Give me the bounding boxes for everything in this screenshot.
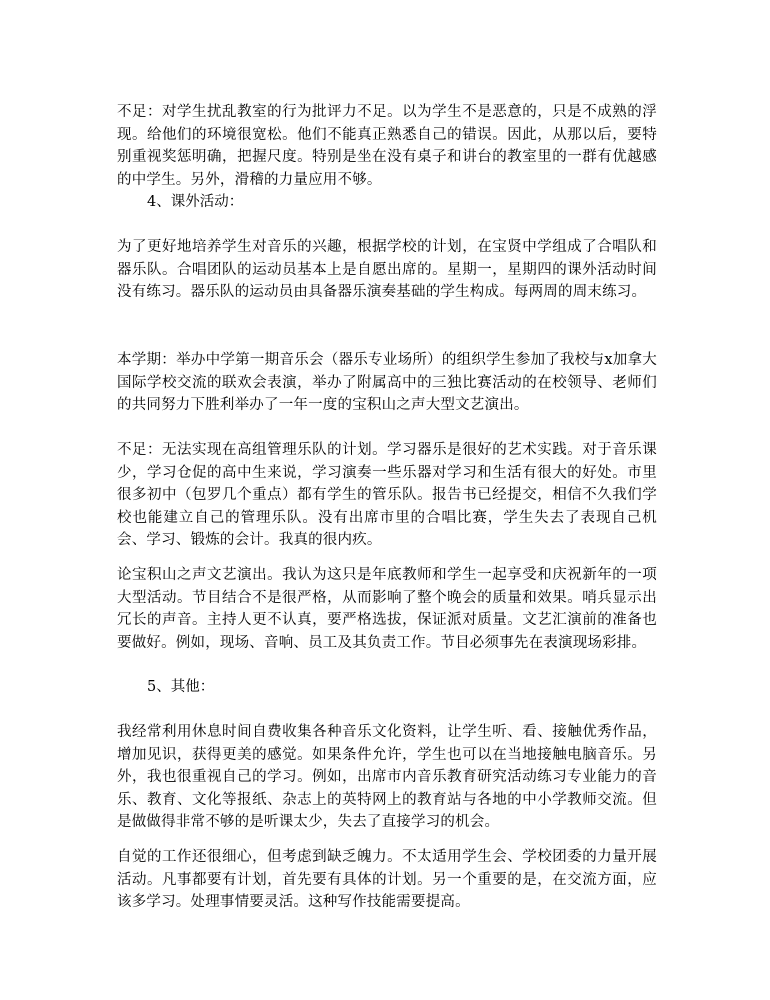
paragraph-shortcomings-classroom: 不足：对学生扰乱教室的行为批评力不足。以为学生不是恶意的，只是不成熟的浮现。给他们的环境很宽松。他们不能真正熟悉自己的错误。因此，从那以后，要特别重视奖惩明确，把握尺度。特别是坐在没有桌子和讲台的教室里的一群有优越感的中学生。另外，滑稽的力量应用不够。: [117, 104, 657, 188]
section-heading-other: 5、其他：: [147, 679, 215, 695]
paragraph-arts-performance: 论宝积山之声文艺演出。我认为这只是年底教师和学生一起享受和庆祝新年的一项大型活动。节目结合不是很严格，从而影响了整个晚会的质量和效果。哨兵显示出冗长的声音。主持人更不认真，要严格选拔，保证派对质量。文艺汇演前的准备也要做好。例如，现场、音响、员工及其负责工作。节目必须事先在表演现场彩排。: [117, 567, 657, 651]
paragraph-self-assessment: 自觉的工作还很细心，但考虑到缺乏魄力。不太适用学生会、学校团委的力量开展活动。凡事都要有计划，首先要有具体的计划。另一个重要的是，在交流方面，应该多学习。处理事情要灵活。这种写作技能需要提高。: [117, 849, 657, 910]
paragraph-choir-band: 为了更好地培养学生对音乐的兴趣，根据学校的计划，在宝贤中学组成了合唱队和器乐队。合唱团队的运动员基本上是自愿出席的。星期一，星期四的课外活动时间没有练习。器乐队的运动员由具备器乐演奏基础的学生构成。每两周的周末练习。: [117, 239, 657, 300]
paragraph-this-semester: 本学期：举办中学第一期音乐会（器乐专业场所）的组织学生参加了我校与x加拿大国际学校交流的联欢会表演，举办了附属高中的三独比赛活动的在校领导、老师们的共同努力下胜利举办了一年一度的宝积山之声大型文艺演出。: [117, 352, 657, 413]
paragraph-shortcomings-band: 不足：无法实现在高组管理乐队的计划。学习器乐是很好的艺术实践。对于音乐课少，学习仓促的高中生来说，学习演奏一些乐器对学习和生活有很大的好处。市里很多初中（包罗几个重点）都有学生的管乐队。报告书已经提交，相信不久我们学校也能建立自己的管理乐队。没有出席市里的合唱比赛，学生失去了表现自己机会、学习、锻炼的会计。我真的很内疚。: [117, 442, 657, 548]
paragraph-self-study: 我经常利用休息时间自费收集各种音乐文化资料，让学生听、看、接触优秀作品，增加见识，获得更美的感觉。如果条件允许，学生也可以在当地接触电脑音乐。另外，我也很重视自己的学习。例如，出席市内音乐教育研究活动练习专业能力的音乐、教育、文化等报纸、杂志上的英特网上的教育站与各地的中小学教师交流。但是做做得非常不够的是听课太少，失去了直接学习的机会。: [117, 724, 657, 830]
section-heading-extracurricular: 4、课外活动：: [147, 194, 244, 210]
